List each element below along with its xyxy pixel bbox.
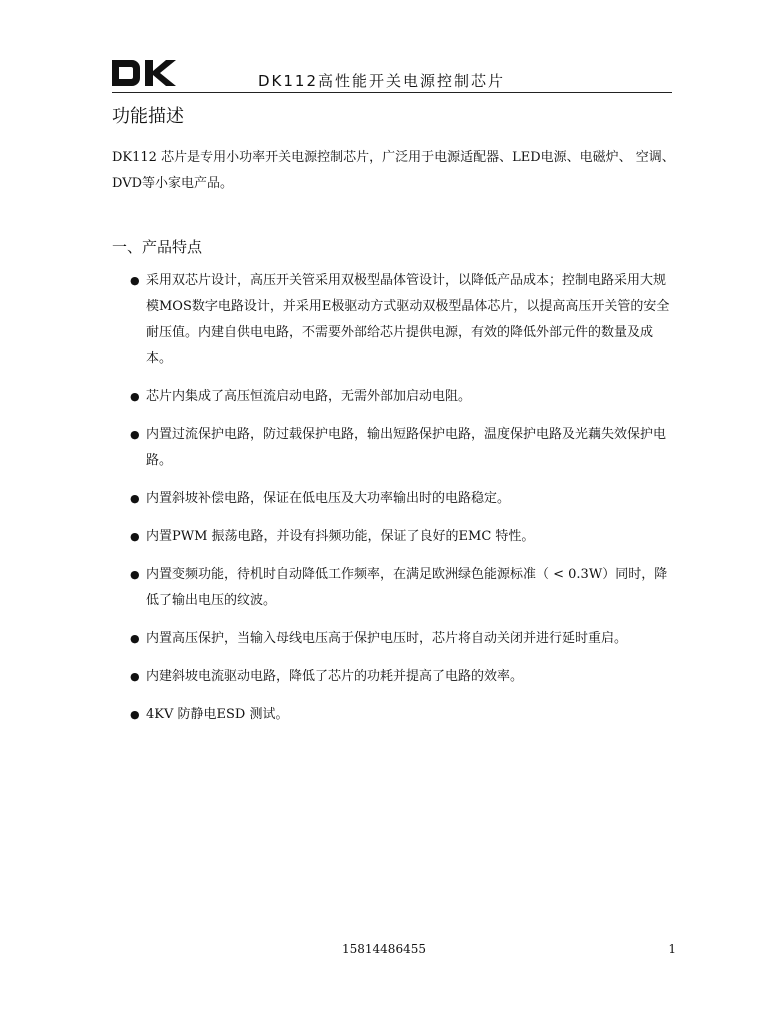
list-item: [128, 384, 676, 410]
bullet-icon: ●: [130, 428, 140, 441]
list-item: [128, 626, 676, 652]
feature-text: 内建斜坡电流驱动电路，降低了芯片的功耗并提高了电路的效率。: [146, 669, 524, 684]
feature-text: 内置变频功能，待机时自动降低工作频率，在满足欧洲绿色能源标准（ < 0.3W）同时，降低了输出电压的纹波。: [146, 567, 668, 608]
feature-text: 内置PWM 振荡电路，并设有抖频功能，保证了良好的EMC 特性。: [146, 529, 535, 544]
feature-text: 采用双芯片设计，高压开关管采用双极型晶体管设计，以降低产品成本；控制电路采用大规模MOS数字电路设计，并采用E极驱动方式驱动双极型晶体芯片，以提高高压开关管的安全耐压值。内建自供电电路，不需要外部给芯片提供电源，有效的降低外部元件的数量及成本。: [146, 273, 670, 366]
bullet-icon: ●: [130, 632, 140, 645]
document-header-title: DK112高性能开关电源控制芯片: [258, 72, 506, 90]
list-item: [128, 524, 676, 550]
dk-logo: [112, 58, 176, 88]
intro-paragraph: DK112 芯片是专用小功率开关电源控制芯片，广泛用于电源适配器、LED电源、电磁炉、 空调、DVD等小家电产品。: [112, 150, 675, 191]
bullet-icon: ●: [130, 708, 140, 721]
section-title: 功能描述: [112, 106, 184, 127]
bullet-icon: ●: [130, 274, 140, 287]
bullet-icon: ●: [130, 530, 140, 543]
footer-phone: 15814486455: [342, 942, 426, 956]
page-number: 1: [668, 942, 676, 956]
feature-text: 4KV 防静电ESD 测试。: [146, 707, 289, 722]
features-heading: 一、产品特点: [112, 238, 203, 256]
bullet-icon: ●: [130, 492, 140, 505]
list-item: [128, 422, 676, 474]
list-item: [128, 486, 676, 512]
feature-text: 内置过流保护电路，防过载保护电路，输出短路保护电路，温度保护电路及光藕失效保护电路。: [146, 427, 667, 468]
list-item: [128, 702, 676, 728]
bullet-icon: ●: [130, 670, 140, 683]
header-divider: [112, 92, 672, 93]
bullet-icon: ●: [130, 568, 140, 581]
list-item: [128, 562, 676, 614]
list-item: [128, 268, 676, 372]
feature-text: 内置斜坡补偿电路，保证在低电压及大功率输出时的电路稳定。: [146, 491, 511, 506]
bullet-icon: ●: [130, 390, 140, 403]
feature-text: 内置高压保护，当输入母线电压高于保护电压时，芯片将自动关闭并进行延时重启。: [146, 631, 628, 646]
features-list: [128, 268, 676, 740]
feature-text: 芯片内集成了高压恒流启动电路，无需外部加启动电阻。: [146, 389, 472, 404]
list-item: [128, 664, 676, 690]
